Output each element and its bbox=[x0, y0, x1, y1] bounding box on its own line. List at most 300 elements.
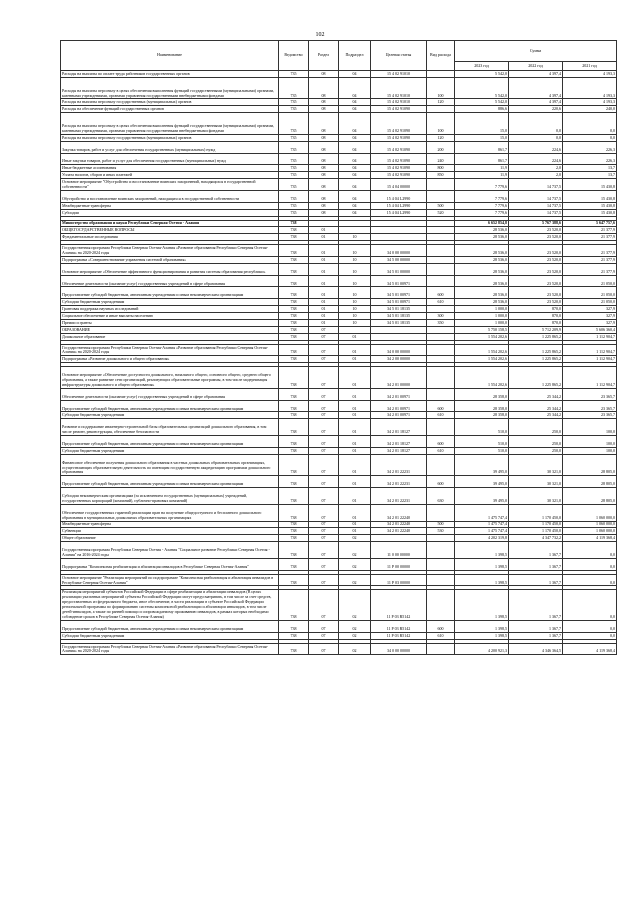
cell-vr: 600 bbox=[427, 620, 455, 632]
cell-sum-2022: 1 170 450,0 bbox=[509, 504, 563, 521]
cell-sum-2021: 15 430,8 bbox=[563, 209, 617, 216]
cell-podrazdel: 04 bbox=[339, 172, 371, 179]
cell-vr bbox=[427, 245, 455, 257]
cell-razdel: 07 bbox=[309, 367, 339, 389]
cell-sum-2023: 886,6 bbox=[455, 106, 509, 113]
cell-name: Межбюджетные трансферты bbox=[61, 202, 279, 209]
cell-name: Социальное обеспечение и иные выплаты населению bbox=[61, 313, 279, 320]
cell-sum-2021: 1 112 904,7 bbox=[563, 333, 617, 340]
cell-razdel: 07 bbox=[309, 542, 339, 559]
cell-name: ОБРАЗОВАНИЕ bbox=[61, 326, 279, 333]
cell-sum-2021: 100,0 bbox=[563, 436, 617, 448]
cell-sum-2023: 28 536,0 bbox=[455, 287, 509, 299]
cell-vr: 200 bbox=[427, 141, 455, 153]
cell-razdel: 07 bbox=[309, 333, 339, 340]
cell-vr bbox=[427, 71, 455, 78]
cell-sum-2022: 25 344,2 bbox=[509, 388, 563, 400]
cell-vr bbox=[427, 275, 455, 287]
cell-podrazdel bbox=[339, 220, 371, 227]
cell-csr bbox=[371, 333, 427, 340]
cell-vr: 600 bbox=[427, 476, 455, 488]
cell-razdel: 07 bbox=[309, 412, 339, 419]
cell-csr: 11 0 00 00000 bbox=[371, 542, 427, 559]
cell-ved: 735 bbox=[279, 165, 309, 172]
table-row bbox=[61, 179, 617, 191]
cell-podrazdel: 04 bbox=[339, 113, 371, 135]
cell-podrazdel: 01 bbox=[339, 476, 371, 488]
table-row bbox=[61, 643, 617, 655]
cell-sum-2023: 1 398,5 bbox=[455, 574, 509, 586]
cell-ved: 738 bbox=[279, 528, 309, 535]
cell-sum-2021: 1 112 904,7 bbox=[563, 356, 617, 363]
header-name: Наименование bbox=[61, 41, 279, 71]
cell-sum-2021: 21 377,9 bbox=[563, 263, 617, 275]
table-row bbox=[61, 419, 617, 436]
cell-name: Иные закупки товаров, работ и услуг для обеспечения государственных (муниципальных) нужд bbox=[61, 153, 279, 165]
cell-razdel: 08 bbox=[309, 172, 339, 179]
cell-csr: 15 4 02 91090 bbox=[371, 165, 427, 172]
cell-name: Основное мероприятие «Обеспечение эффективного функционирования и развития системы образования республики» bbox=[61, 263, 279, 275]
table-row bbox=[61, 313, 617, 320]
table-row bbox=[61, 367, 617, 389]
table-row bbox=[61, 77, 617, 99]
cell-podrazdel: 04 bbox=[339, 141, 371, 153]
cell-vr bbox=[427, 504, 455, 521]
cell-vr bbox=[427, 535, 455, 542]
cell-sum-2022: 30 321,0 bbox=[509, 454, 563, 476]
cell-csr: 34 2 01 00971 bbox=[371, 400, 427, 412]
table-row bbox=[61, 447, 617, 454]
cell-podrazdel: 01 bbox=[339, 521, 371, 528]
cell-podrazdel: 01 bbox=[339, 400, 371, 412]
cell-ved: 738 bbox=[279, 542, 309, 559]
cell-podrazdel: 04 bbox=[339, 134, 371, 141]
cell-razdel: 08 bbox=[309, 113, 339, 135]
cell-vr: 610 bbox=[427, 632, 455, 639]
cell-sum-2023: 1 000,0 bbox=[455, 306, 509, 313]
cell-razdel: 07 bbox=[309, 590, 339, 620]
cell-name: Обеспечение деятельности (оказание услуг) государственных учреждений в сфере образования bbox=[61, 275, 279, 287]
cell-sum-2022: 23 520,0 bbox=[509, 245, 563, 257]
cell-sum-2023: 28 536,0 bbox=[455, 256, 509, 263]
table-row bbox=[61, 299, 617, 306]
cell-csr bbox=[371, 220, 427, 227]
cell-sum-2022: 1 225 865,2 bbox=[509, 367, 563, 389]
cell-podrazdel: 04 bbox=[339, 153, 371, 165]
cell-sum-2023: 28 536,0 bbox=[455, 299, 509, 306]
cell-vr: 610 bbox=[427, 412, 455, 419]
cell-csr: 34 2 01 22240 bbox=[371, 528, 427, 535]
cell-name: Иные бюджетные ассигнования bbox=[61, 165, 279, 172]
header-podrazdel: Подраздел bbox=[339, 41, 371, 71]
cell-sum-2021: 0,0 bbox=[563, 590, 617, 620]
cell-sum-2022: 4 397,4 bbox=[509, 71, 563, 78]
cell-podrazdel: 04 bbox=[339, 179, 371, 191]
cell-ved: 738 bbox=[279, 400, 309, 412]
cell-podrazdel: 02 bbox=[339, 535, 371, 542]
cell-sum-2023: 1 475 747,4 bbox=[455, 521, 509, 528]
cell-vr bbox=[427, 179, 455, 191]
cell-csr: 34 2 01 22240 bbox=[371, 521, 427, 528]
cell-ved: 735 bbox=[279, 202, 309, 209]
cell-vr bbox=[427, 256, 455, 263]
cell-sum-2022: 5 767 388,6 bbox=[509, 220, 563, 227]
cell-name: Обеспечение государственных гарантий реализации прав на получение общедоступного и бесплатного дошкольного образования в муниципальных дошкольных образовательных организациях bbox=[61, 504, 279, 521]
cell-ved: 738 bbox=[279, 488, 309, 505]
cell-name: Предоставление субсидий бюджетным, автономным учреждениям и иным некоммерческим организациям bbox=[61, 400, 279, 412]
cell-sum-2023: 28 536,0 bbox=[455, 234, 509, 241]
cell-sum-2021: 4 193,3 bbox=[563, 71, 617, 78]
cell-csr: 15 4 02 91090 bbox=[371, 172, 427, 179]
cell-name: Субсидии бюджетным учреждениям bbox=[61, 299, 279, 306]
cell-podrazdel: 04 bbox=[339, 106, 371, 113]
cell-razdel bbox=[309, 220, 339, 227]
cell-csr: 15 4 02 91010 bbox=[371, 77, 427, 99]
cell-csr: 11 P 03 R5142 bbox=[371, 620, 427, 632]
cell-csr: 15 4 04 L2990 bbox=[371, 209, 427, 216]
cell-ved: 738 bbox=[279, 454, 309, 476]
cell-sum-2022: 1 367,7 bbox=[509, 632, 563, 639]
cell-razdel: 07 bbox=[309, 535, 339, 542]
cell-sum-2023: 28 358,0 bbox=[455, 400, 509, 412]
cell-name: Предоставление субсидий бюджетным, автономным учреждениям и иным некоммерческим организациям bbox=[61, 476, 279, 488]
cell-vr: 600 bbox=[427, 287, 455, 299]
cell-sum-2023: 4 200 921,3 bbox=[455, 643, 509, 655]
cell-sum-2023: 28 358,0 bbox=[455, 412, 509, 419]
table-row bbox=[61, 535, 617, 542]
cell-vr bbox=[427, 542, 455, 559]
cell-ved: 738 bbox=[279, 504, 309, 521]
cell-ved: 738 bbox=[279, 333, 309, 340]
cell-name: Уплата налогов, сборов и иных платежей bbox=[61, 172, 279, 179]
cell-razdel: 07 bbox=[309, 388, 339, 400]
table-row bbox=[61, 172, 617, 179]
cell-podrazdel: 10 bbox=[339, 245, 371, 257]
cell-sum-2022: 4 346 364,5 bbox=[509, 643, 563, 655]
cell-csr: 34 2 01 18127 bbox=[371, 436, 427, 448]
cell-sum-2022: 1 170 450,0 bbox=[509, 521, 563, 528]
cell-razdel: 07 bbox=[309, 400, 339, 412]
cell-csr: 34 2 00 00000 bbox=[371, 356, 427, 363]
cell-name: Министерство образования и науки Республики Северная Осетия - Алания bbox=[61, 220, 279, 227]
cell-podrazdel: 01 bbox=[339, 412, 371, 419]
cell-vr bbox=[427, 454, 455, 476]
cell-name: Предоставление субсидий бюджетным, автономным учреждениям и иным некоммерческим организациям bbox=[61, 620, 279, 632]
cell-csr bbox=[371, 227, 427, 234]
cell-podrazdel: 04 bbox=[339, 99, 371, 106]
table-row bbox=[61, 436, 617, 448]
cell-csr: 34 5 01 00971 bbox=[371, 287, 427, 299]
cell-csr: 15 4 04 L2990 bbox=[371, 190, 427, 202]
table-body bbox=[61, 71, 617, 655]
cell-ved: 738 bbox=[279, 344, 309, 356]
cell-sum-2022: 870,0 bbox=[509, 319, 563, 326]
cell-sum-2023: 1 000,0 bbox=[455, 319, 509, 326]
cell-vr: 600 bbox=[427, 436, 455, 448]
cell-sum-2021: 13,7 bbox=[563, 172, 617, 179]
cell-podrazdel: 01 bbox=[339, 356, 371, 363]
cell-sum-2021: 21 050,0 bbox=[563, 299, 617, 306]
cell-csr: 34 2 01 00000 bbox=[371, 367, 427, 389]
cell-sum-2022: 4 347 732,2 bbox=[509, 535, 563, 542]
cell-razdel: 07 bbox=[309, 504, 339, 521]
cell-name: Расходы на обеспечение функций государственных органов bbox=[61, 106, 279, 113]
table-row bbox=[61, 227, 617, 234]
cell-vr: 100 bbox=[427, 113, 455, 135]
cell-csr: 34 5 01 00971 bbox=[371, 299, 427, 306]
cell-podrazdel: 02 bbox=[339, 558, 371, 570]
cell-razdel: 07 bbox=[309, 356, 339, 363]
cell-csr bbox=[371, 535, 427, 542]
table-row bbox=[61, 234, 617, 241]
cell-sum-2021: 226,3 bbox=[563, 153, 617, 165]
cell-ved: 738 bbox=[279, 299, 309, 306]
cell-sum-2021: 13,7 bbox=[563, 165, 617, 172]
cell-razdel: 07 bbox=[309, 476, 339, 488]
cell-sum-2021: 240,0 bbox=[563, 106, 617, 113]
cell-ved: 738 bbox=[279, 287, 309, 299]
cell-csr: 15 4 02 91090 bbox=[371, 106, 427, 113]
cell-ved: 735 bbox=[279, 71, 309, 78]
cell-sum-2021: 226,3 bbox=[563, 141, 617, 153]
table-row bbox=[61, 344, 617, 356]
cell-sum-2022: 1 367,7 bbox=[509, 620, 563, 632]
cell-sum-2022: 1 367,7 bbox=[509, 590, 563, 620]
cell-name: Подпрограмма «Развитие дошкольного и общего образования» bbox=[61, 356, 279, 363]
cell-csr: 34 5 01 18135 bbox=[371, 319, 427, 326]
cell-podrazdel: 10 bbox=[339, 287, 371, 299]
cell-sum-2021: 327,9 bbox=[563, 319, 617, 326]
cell-sum-2022: 870,0 bbox=[509, 306, 563, 313]
cell-razdel: 08 bbox=[309, 134, 339, 141]
cell-csr: 15 4 02 91090 bbox=[371, 113, 427, 135]
cell-sum-2021: 327,9 bbox=[563, 313, 617, 320]
cell-podrazdel: 10 bbox=[339, 234, 371, 241]
cell-sum-2022: 30 321,0 bbox=[509, 476, 563, 488]
cell-razdel: 07 bbox=[309, 488, 339, 505]
cell-podrazdel: 01 bbox=[339, 344, 371, 356]
cell-ved: 738 bbox=[279, 436, 309, 448]
cell-ved: 738 bbox=[279, 521, 309, 528]
cell-sum-2021: 21 377,9 bbox=[563, 245, 617, 257]
cell-podrazdel: 01 bbox=[339, 504, 371, 521]
cell-podrazdel: 01 bbox=[339, 419, 371, 436]
cell-ved: 738 bbox=[279, 590, 309, 620]
cell-name: Субсидии бюджетным учреждениям bbox=[61, 447, 279, 454]
cell-vr bbox=[427, 190, 455, 202]
cell-ved: 735 bbox=[279, 77, 309, 99]
cell-sum-2022: 224,6 bbox=[509, 141, 563, 153]
cell-ved: 735 bbox=[279, 106, 309, 113]
cell-sum-2022: 1 367,7 bbox=[509, 574, 563, 586]
cell-name: Государственная программа Республики Северная Осетия-Алания «Развитие образования Республики Северная Осетия-Алания» на 2020-2024 годы bbox=[61, 344, 279, 356]
table-row bbox=[61, 141, 617, 153]
cell-sum-2021: 21 377,9 bbox=[563, 234, 617, 241]
table-row bbox=[61, 306, 617, 313]
cell-vr bbox=[427, 356, 455, 363]
cell-podrazdel: 01 bbox=[339, 488, 371, 505]
cell-ved: 735 bbox=[279, 141, 309, 153]
cell-csr: 15 4 04 L2990 bbox=[371, 202, 427, 209]
cell-sum-2022: 25 344,2 bbox=[509, 412, 563, 419]
table-row bbox=[61, 388, 617, 400]
cell-podrazdel: 04 bbox=[339, 202, 371, 209]
table-row bbox=[61, 400, 617, 412]
cell-sum-2022: 25 344,2 bbox=[509, 400, 563, 412]
table-row bbox=[61, 287, 617, 299]
cell-vr bbox=[427, 326, 455, 333]
cell-sum-2023: 1 398,5 bbox=[455, 542, 509, 559]
cell-razdel: 08 bbox=[309, 77, 339, 99]
cell-name: Обеспечение деятельности (оказание услуг) государственных учреждений в сфере образования bbox=[61, 388, 279, 400]
cell-ved: 735 bbox=[279, 153, 309, 165]
cell-vr: 500 bbox=[427, 521, 455, 528]
cell-razdel: 08 bbox=[309, 209, 339, 216]
table-row bbox=[61, 476, 617, 488]
cell-sum-2023: 28 358,0 bbox=[455, 388, 509, 400]
cell-vr: 800 bbox=[427, 165, 455, 172]
cell-sum-2021: 21 377,9 bbox=[563, 256, 617, 263]
cell-sum-2021: 28 805,0 bbox=[563, 476, 617, 488]
cell-vr bbox=[427, 643, 455, 655]
cell-vr: 610 bbox=[427, 299, 455, 306]
cell-sum-2023: 39 495,0 bbox=[455, 454, 509, 476]
cell-razdel: 07 bbox=[309, 454, 339, 476]
cell-sum-2021: 23 365,7 bbox=[563, 412, 617, 419]
cell-sum-2021: 4 119 368,4 bbox=[563, 643, 617, 655]
cell-sum-2021: 5 606 360,4 bbox=[563, 326, 617, 333]
cell-sum-2021: 15 430,8 bbox=[563, 202, 617, 209]
cell-sum-2023: 11,9 bbox=[455, 165, 509, 172]
cell-podrazdel: 01 bbox=[339, 388, 371, 400]
cell-podrazdel: 10 bbox=[339, 313, 371, 320]
cell-sum-2022: 23 520,0 bbox=[509, 234, 563, 241]
cell-sum-2021: 0,0 bbox=[563, 620, 617, 632]
cell-sum-2021: 0,0 bbox=[563, 574, 617, 586]
cell-sum-2023: 1 000,0 bbox=[455, 313, 509, 320]
table-row bbox=[61, 256, 617, 263]
cell-podrazdel: 02 bbox=[339, 620, 371, 632]
cell-name: Субвенции bbox=[61, 528, 279, 535]
cell-sum-2021: 0,0 bbox=[563, 542, 617, 559]
cell-sum-2021: 0,0 bbox=[563, 134, 617, 141]
table-row bbox=[61, 504, 617, 521]
cell-sum-2021: 23 365,7 bbox=[563, 400, 617, 412]
table-row bbox=[61, 220, 617, 227]
cell-sum-2023: 861,7 bbox=[455, 141, 509, 153]
cell-podrazdel: 02 bbox=[339, 574, 371, 586]
cell-name: Государственная программа Республики Северная Осетия-Алания «Развитие образования Республики Северная Осетия-Алания» на 2020-2024 годы bbox=[61, 643, 279, 655]
cell-ved: 738 bbox=[279, 234, 309, 241]
table-row bbox=[61, 99, 617, 106]
cell-csr: 34 2 01 00971 bbox=[371, 412, 427, 419]
cell-sum-2022: 14 737,5 bbox=[509, 190, 563, 202]
cell-razdel: 08 bbox=[309, 153, 339, 165]
cell-ved: 738 bbox=[279, 256, 309, 263]
cell-podrazdel: 10 bbox=[339, 263, 371, 275]
cell-razdel: 01 bbox=[309, 227, 339, 234]
cell-name: Дошкольное образование bbox=[61, 333, 279, 340]
cell-podrazdel: 04 bbox=[339, 77, 371, 99]
cell-sum-2023: 7 779,6 bbox=[455, 179, 509, 191]
cell-sum-2021: 327,9 bbox=[563, 306, 617, 313]
cell-sum-2023: 861,7 bbox=[455, 153, 509, 165]
cell-razdel: 08 bbox=[309, 179, 339, 191]
cell-sum-2023: 7 779,6 bbox=[455, 209, 509, 216]
cell-razdel: 01 bbox=[309, 234, 339, 241]
cell-ved: 738 bbox=[279, 620, 309, 632]
cell-sum-2022: 23 520,0 bbox=[509, 256, 563, 263]
table-row bbox=[61, 245, 617, 257]
cell-sum-2023: 1 398,5 bbox=[455, 558, 509, 570]
cell-name: Расходы на выплаты персоналу государственных (муниципальных) органов bbox=[61, 134, 279, 141]
cell-sum-2022: 1 225 865,2 bbox=[509, 356, 563, 363]
cell-ved: 738 bbox=[279, 319, 309, 326]
cell-sum-2023: 1 398,5 bbox=[455, 620, 509, 632]
cell-podrazdel: 02 bbox=[339, 542, 371, 559]
cell-razdel: 07 bbox=[309, 344, 339, 356]
cell-ved: 738 bbox=[279, 313, 309, 320]
cell-podrazdel bbox=[339, 326, 371, 333]
cell-vr: 600 bbox=[427, 400, 455, 412]
cell-sum-2022: 1 170 450,0 bbox=[509, 528, 563, 535]
cell-vr: 610 bbox=[427, 447, 455, 454]
cell-csr: 15 4 02 91010 bbox=[371, 71, 427, 78]
cell-sum-2022: 23 520,0 bbox=[509, 287, 563, 299]
cell-sum-2021: 21 050,0 bbox=[563, 275, 617, 287]
cell-sum-2022: 1 225 865,2 bbox=[509, 344, 563, 356]
cell-vr: 120 bbox=[427, 134, 455, 141]
cell-podrazdel: 04 bbox=[339, 209, 371, 216]
cell-sum-2021: 15 430,8 bbox=[563, 179, 617, 191]
cell-podrazdel: 01 bbox=[339, 367, 371, 389]
cell-csr bbox=[371, 326, 427, 333]
cell-ved: 738 bbox=[279, 220, 309, 227]
cell-razdel: 07 bbox=[309, 521, 339, 528]
table-row bbox=[61, 209, 617, 216]
cell-razdel: 01 bbox=[309, 256, 339, 263]
cell-vr: 500 bbox=[427, 202, 455, 209]
cell-csr: 34 2 01 22231 bbox=[371, 488, 427, 505]
cell-csr: 34 5 01 00000 bbox=[371, 263, 427, 275]
cell-ved: 738 bbox=[279, 535, 309, 542]
cell-ved: 738 bbox=[279, 306, 309, 313]
table-row bbox=[61, 558, 617, 570]
cell-vr: 520 bbox=[427, 209, 455, 216]
cell-vr: 120 bbox=[427, 99, 455, 106]
cell-sum-2021: 28 805,0 bbox=[563, 488, 617, 505]
cell-razdel: 07 bbox=[309, 326, 339, 333]
cell-name: Основное мероприятие «Обеспечение доступности дошкольного, начального общего, основного общего, среднего общего образования, а также развитие сети организаций, реализующих образовательные программы, в том числе модернизация инфраструктуры дошкольного и общего образования» bbox=[61, 367, 279, 389]
table-row bbox=[61, 632, 617, 639]
cell-name: Государственная программа Республики Северная Осетия - Алания "Социальное развитие Республики Северная Осетия - Алания" на 2016-2024 годы bbox=[61, 542, 279, 559]
cell-sum-2021: 0,0 bbox=[563, 113, 617, 135]
cell-sum-2022: 2,0 bbox=[509, 165, 563, 172]
cell-csr: 34 2 01 18127 bbox=[371, 419, 427, 436]
cell-ved: 738 bbox=[279, 574, 309, 586]
cell-csr: 34 2 01 22231 bbox=[371, 454, 427, 476]
cell-razdel: 08 bbox=[309, 202, 339, 209]
cell-vr bbox=[427, 344, 455, 356]
table-row bbox=[61, 574, 617, 586]
cell-ved: 738 bbox=[279, 419, 309, 436]
cell-sum-2023: 15,0 bbox=[455, 113, 509, 135]
cell-sum-2023: 5 750 158,5 bbox=[455, 326, 509, 333]
header-year-2021: 2021 год bbox=[563, 62, 617, 71]
cell-ved: 738 bbox=[279, 356, 309, 363]
cell-name: Государственная программа Республики Северная Осетия-Алания «Развитие образования Республики Северная Осетия-Алания» на 2020-2024 годы bbox=[61, 245, 279, 257]
cell-podrazdel: 10 bbox=[339, 275, 371, 287]
